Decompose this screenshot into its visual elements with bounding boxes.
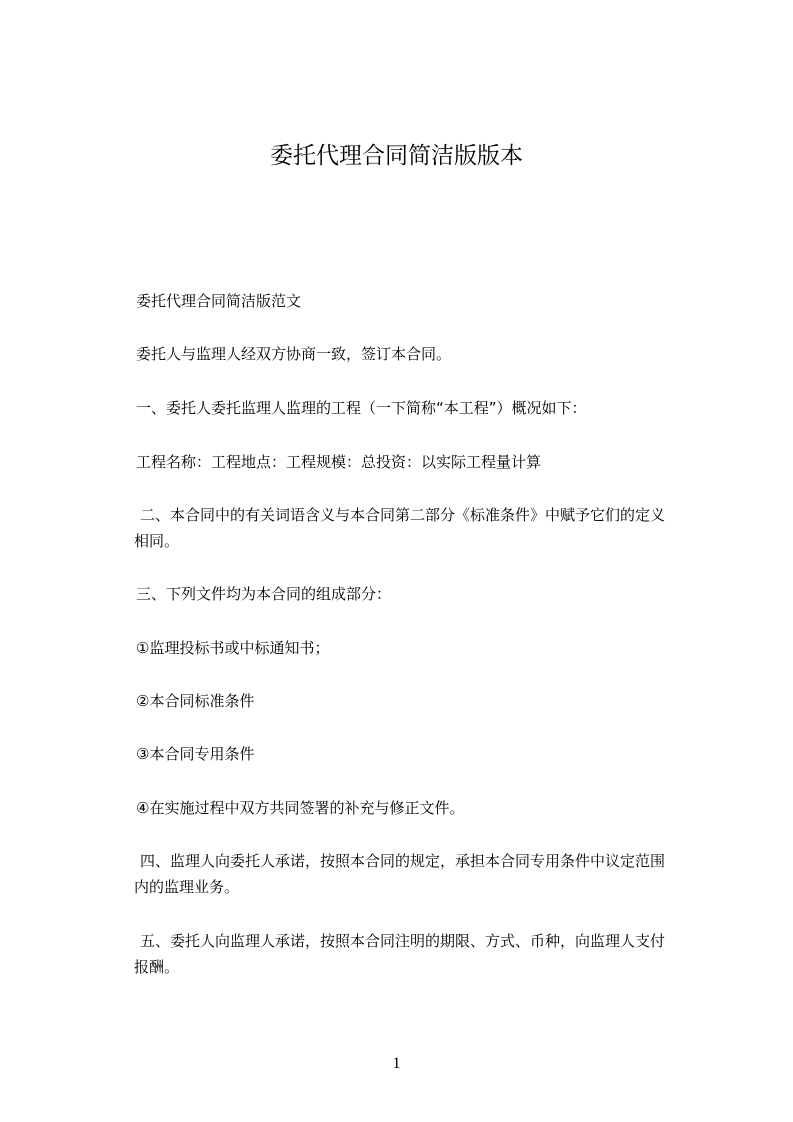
paragraph-heading: 委托代理合同简洁版范文 xyxy=(136,292,302,310)
paragraph-clause-4 xyxy=(136,848,708,900)
paragraph-clause-5-line-2: 报酬。 xyxy=(134,958,180,976)
page-number: 1 xyxy=(392,1055,401,1072)
paragraph-clause-1: 一、委托人委托监理人监理的工程（一下简称“本工程”）概况如下： xyxy=(136,399,587,417)
paragraph-clause-2-line-1: 二、本合同中的有关词语含义与本合同第二部分《标准条件》中赋予它们的定义 xyxy=(140,506,666,524)
paragraph-clause-5 xyxy=(136,928,708,980)
list-item-1: ①监理投标书或中标通知书； xyxy=(136,639,330,657)
paragraph-clause-3: 三、下列文件均为本合同的组成部分： xyxy=(136,585,392,603)
list-item-3: ③本合同专用条件 xyxy=(136,745,255,763)
paragraph-clause-5-line-1: 五、委托人向监理人承诺，按照本合同注明的期限、方式、币种，向监理人支付 xyxy=(140,932,666,950)
list-item-2: ②本合同标准条件 xyxy=(136,692,255,710)
list-item-4: ④在实施过程中双方共同签署的补充与修正文件。 xyxy=(136,799,465,817)
document-title: 委托代理合同简洁版版本 xyxy=(270,143,523,169)
paragraph-project-info: 工程名称：工程地点：工程规模：总投资：以实际工程量计算 xyxy=(136,453,542,471)
paragraph-clause-2-line-2: 相同。 xyxy=(134,532,180,550)
paragraph-intro: 委托人与监理人经双方协商一致，签订本合同。 xyxy=(136,345,452,363)
paragraph-clause-4-line-1: 四、监理人向委托人承诺，按照本合同的规定，承担本合同专用条件中议定范围 xyxy=(140,852,666,870)
paragraph-clause-2 xyxy=(136,502,708,554)
paragraph-clause-4-line-2: 内的监理业务。 xyxy=(134,878,240,896)
